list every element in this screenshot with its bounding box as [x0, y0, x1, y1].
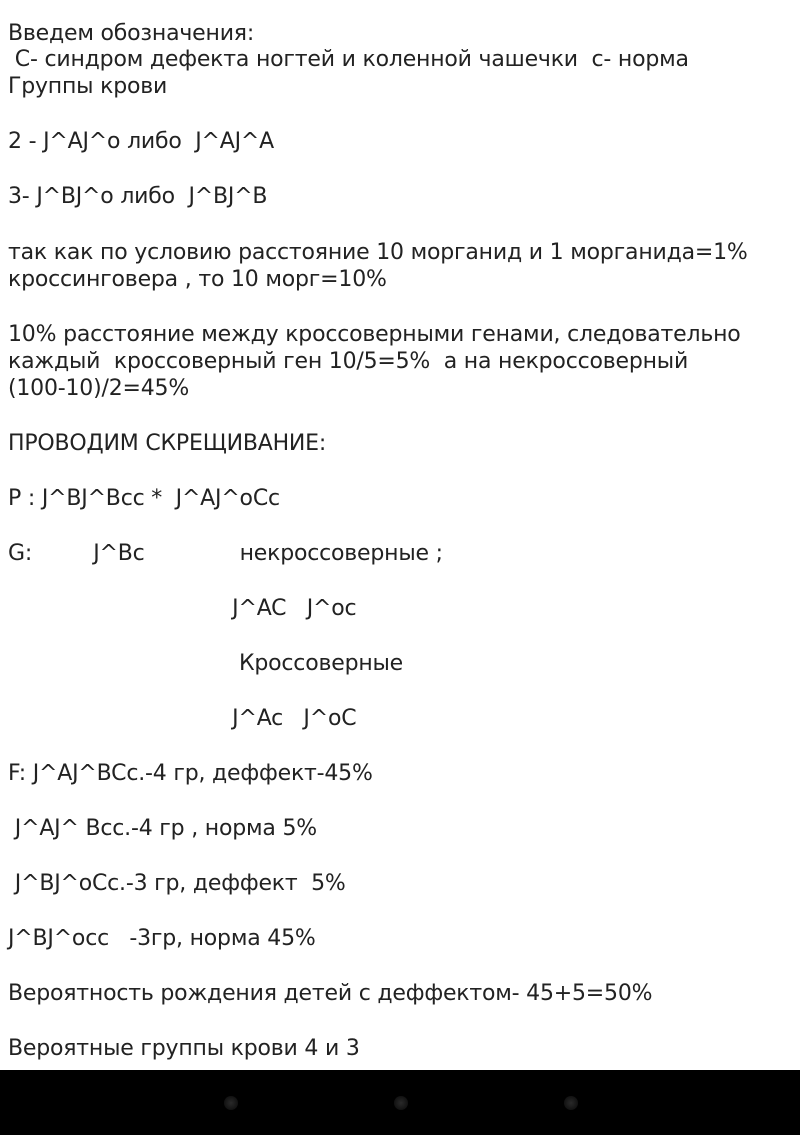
recents-button-icon[interactable] — [564, 1096, 578, 1110]
text-line-offspring-3: J^BJ^oCc.-3 гр, деффект 5% — [8, 871, 346, 896]
system-navigation-bar — [0, 1070, 800, 1135]
text-line-parents: Р : J^BJ^Bсс * J^AJ^oCc — [8, 486, 280, 511]
text-line-offspring-1: F: J^AJ^BCc.-4 гр, деффект-45% — [8, 761, 373, 786]
home-button-icon[interactable] — [394, 1096, 408, 1110]
text-line-cross-heading: ПРОВОДИМ СКРЕЩИВАНИЕ: — [8, 431, 327, 456]
text-line-gametes: G: J^Bc некроссоверные ; — [8, 541, 443, 566]
text-line-blood-conclusion: Вероятные группы крови 4 и 3 — [8, 1036, 360, 1061]
text-line-crossover-label: Кроссоверные — [8, 651, 404, 676]
text-line-legend-heading: Введем обозначения: — [8, 21, 255, 46]
text-line-offspring-4: J^BJ^occ -3гр, норма 45% — [8, 926, 316, 951]
text-line-blood-groups: Группы крови — [8, 74, 168, 99]
text-line-group-2: 2 - J^AJ^o либо J^AJ^A — [8, 129, 274, 154]
text-line-crossover-2: каждый кроссоверный ген 10/5=5% а на некроссоверный — [8, 349, 689, 374]
text-line-crossover-1: 10% расстояние между кроссоверными генами, следовательно — [8, 322, 741, 347]
text-line-group-3: 3- J^BJ^o либо J^BJ^B — [8, 184, 268, 209]
text-line-offspring-2: J^AJ^ Bcc.-4 гр , норма 5% — [8, 816, 317, 841]
text-line-probability: Вероятность рождения детей с деффектом- 45+5=50% — [8, 981, 653, 1006]
text-line-distance-1: так как по условию расстояние 10 морганид и 1 морганида=1% — [8, 240, 748, 265]
text-line-distance-2: кроссинговера , то 10 морг=10% — [8, 267, 387, 292]
text-line-crossover-gametes: J^Ac J^oC — [8, 706, 357, 731]
text-line-noncrossover-gametes: J^AC J^oc — [8, 596, 357, 621]
text-line-legend-genes: С- синдром дефекта ногтей и коленной чашечки с- норма — [8, 47, 689, 72]
text-line-crossover-3: (100-10)/2=45% — [8, 376, 190, 401]
back-button-icon[interactable] — [224, 1096, 238, 1110]
